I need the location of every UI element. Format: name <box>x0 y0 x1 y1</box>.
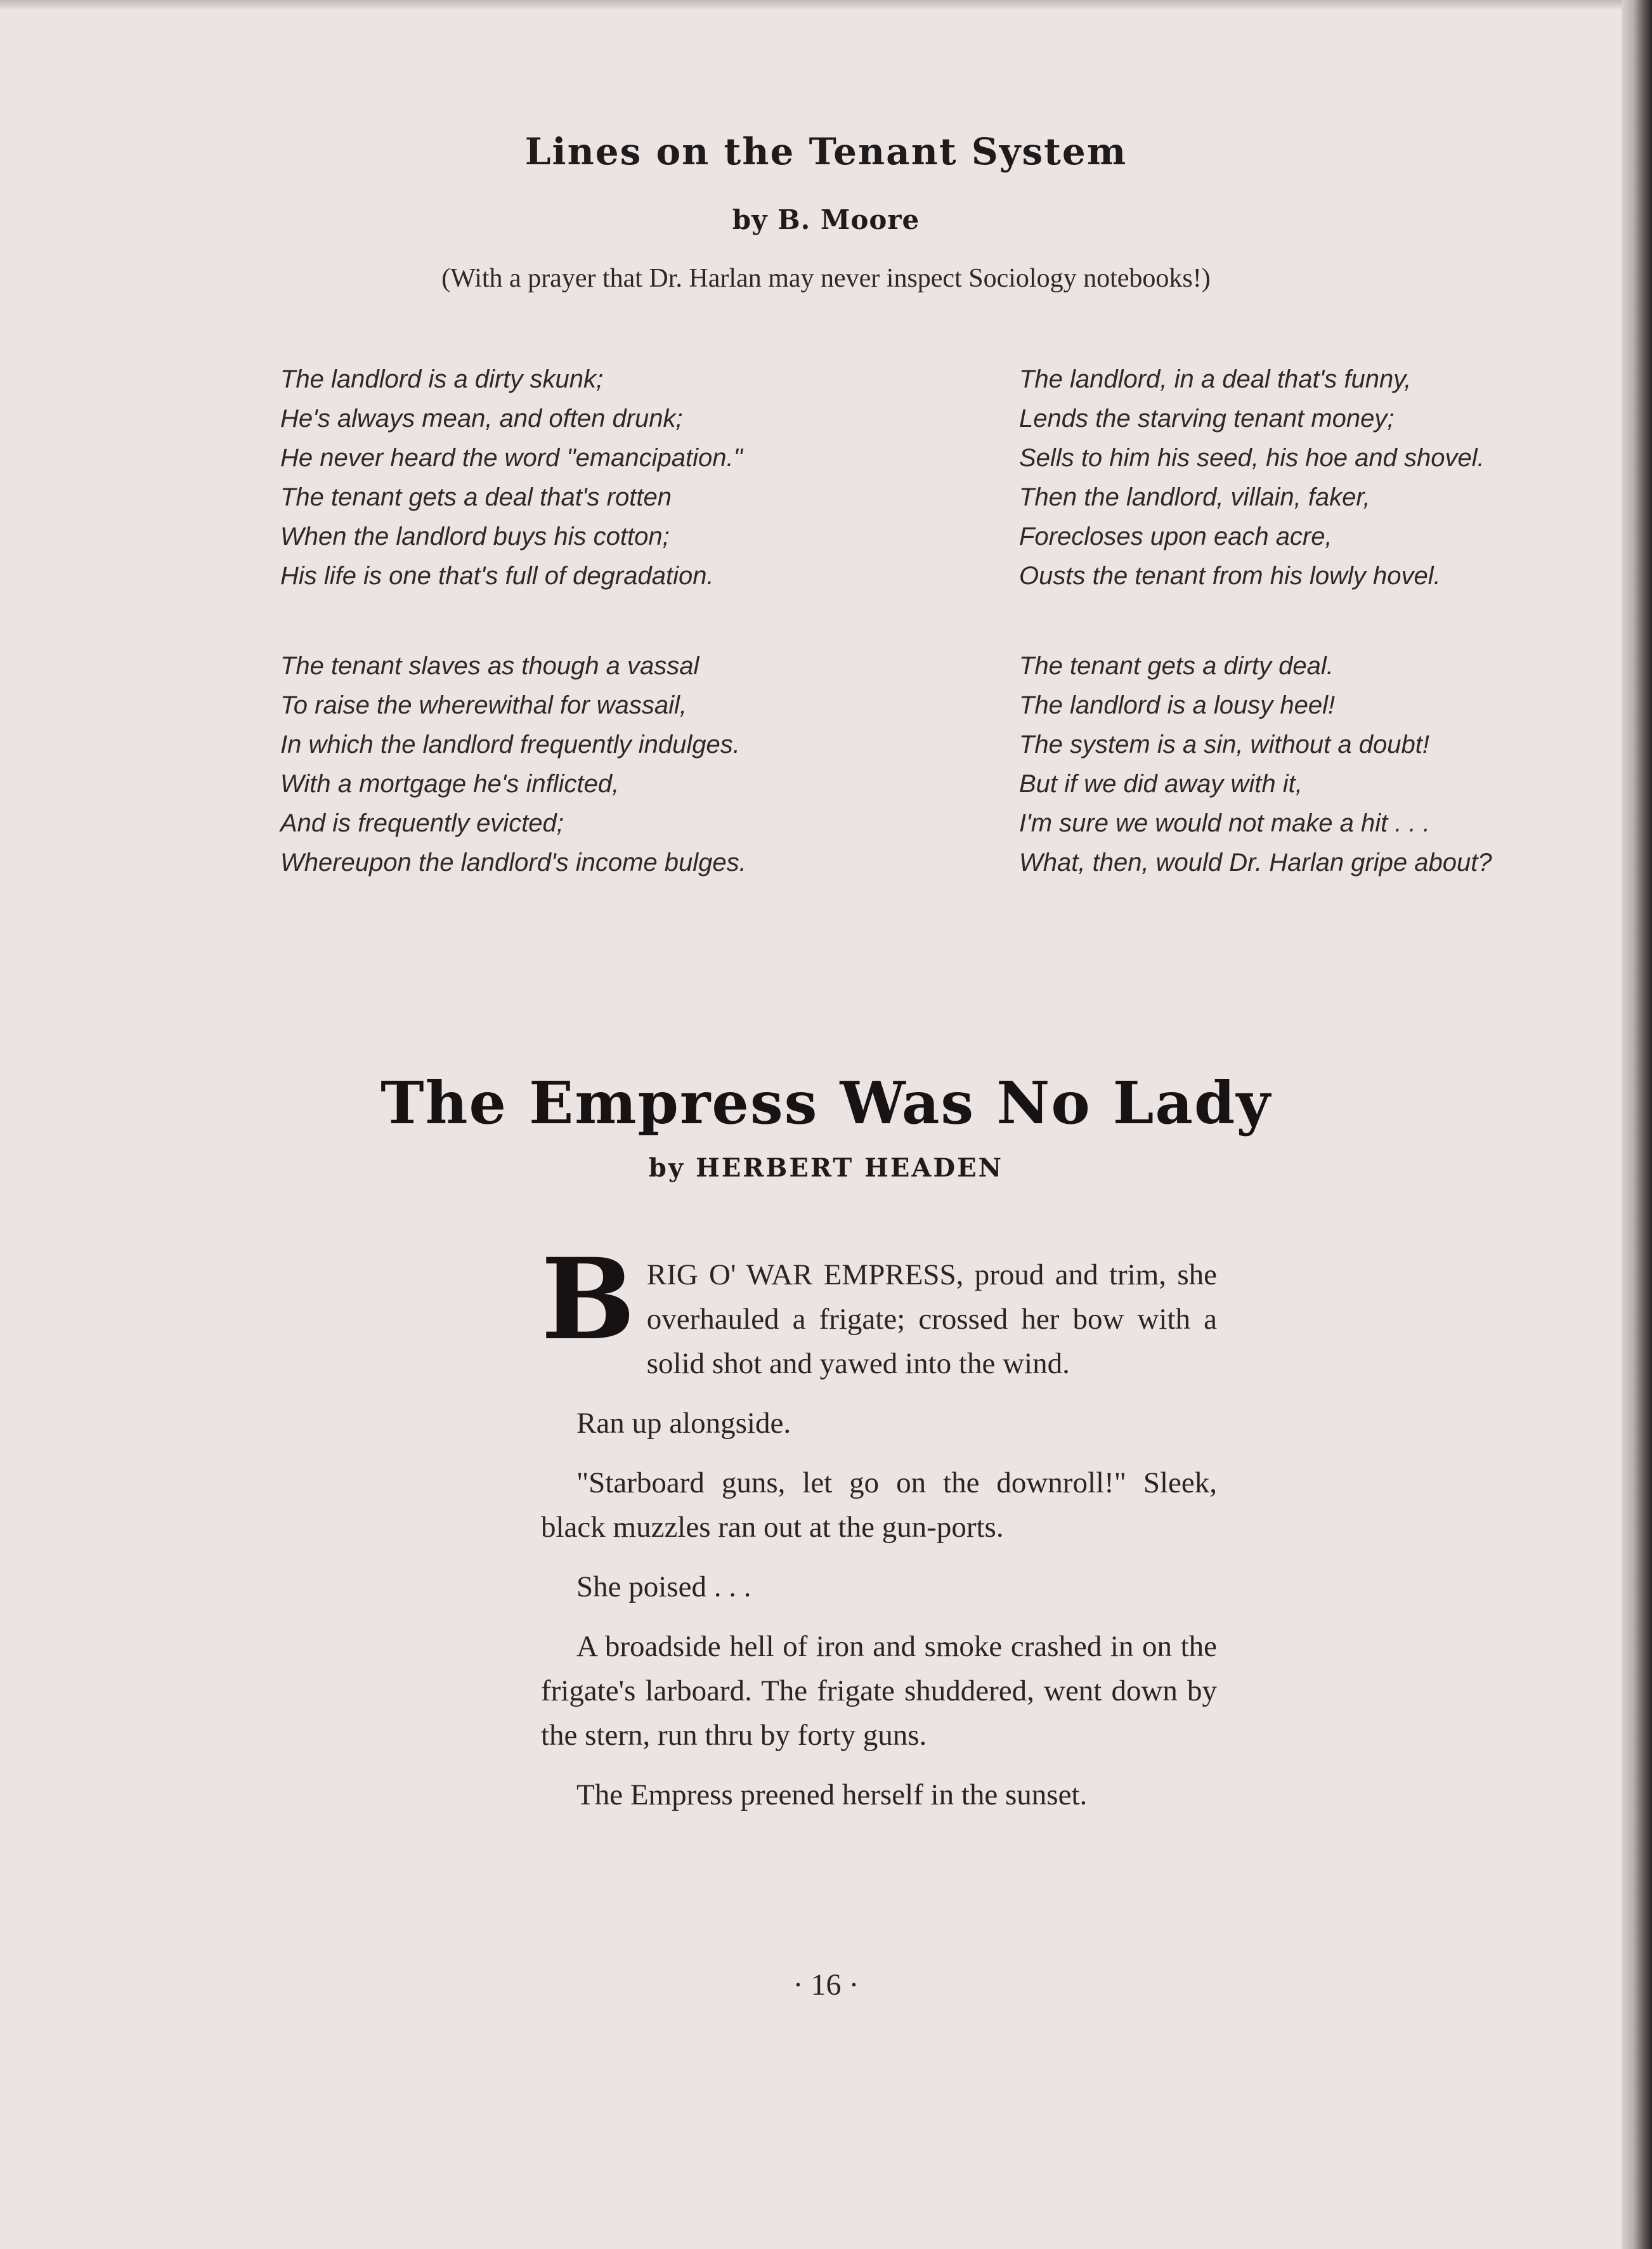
poem-line: The tenant gets a dirty deal. <box>1019 652 1334 680</box>
poem-line: What, then, would Dr. Harlan gripe about? <box>1019 849 1492 877</box>
poem-line: Whereupon the landlord's income bulges. <box>280 849 746 877</box>
poem-line: I'm sure we would not make a hit . . . <box>1019 809 1430 837</box>
poem-line: His life is one that's full of degradation. <box>280 562 714 590</box>
poem-line: The tenant gets a deal that's rotten <box>280 483 672 511</box>
poem-line: When the landlord buys his cotton; <box>280 523 670 551</box>
poem-stanza-3 <box>280 646 746 882</box>
story-paragraph <box>541 1234 1217 1386</box>
poem-line: But if we did away with it, <box>1019 770 1303 798</box>
poem-line: And is frequently evicted; <box>280 809 564 837</box>
story-title: The Empress Was No Lady <box>380 1069 1272 1137</box>
poem-line: To raise the wherewithal for wassail, <box>280 691 687 719</box>
poem-line: The landlord, in a deal that's funny, <box>1019 365 1412 393</box>
poem-line: Ousts the tenant from his lowly hovel. <box>1019 562 1441 590</box>
poem-stanza-1 <box>280 360 743 596</box>
page-edge <box>0 0 1652 9</box>
poem-dedication: (With a prayer that Dr. Harlan may never inspect Sociology notebooks!) <box>441 264 1211 293</box>
drop-cap: B <box>541 1234 635 1365</box>
poem-line: The system is a sin, without a doubt! <box>1019 731 1429 759</box>
poem-line: Forecloses upon each acre, <box>1019 523 1332 551</box>
poem-line: The tenant slaves as though a vassal <box>280 652 699 680</box>
story-author: by HERBERT HEADEN <box>648 1153 1004 1183</box>
story-paragraph: Ran up alongside. <box>576 1407 791 1440</box>
poem-stanza-4 <box>1019 646 1492 882</box>
poem-line: Sells to him his seed, his hoe and shovel. <box>1019 444 1485 472</box>
story-paragraph: She poised . . . <box>576 1570 751 1603</box>
story-body <box>541 1234 1217 1832</box>
poem-line: With a mortgage he's inflicted, <box>280 770 620 798</box>
lead-in-caps: RIG O' WAR EMPRESS, <box>646 1258 964 1291</box>
page-number: · 16 · <box>793 1968 859 2002</box>
lead-in-text: proud and trim, she overhauled a frigate; crossed her bow with a solid shot and yawed into the wind. <box>646 1258 1217 1380</box>
poem-title: Lines on the Tenant System <box>524 130 1128 173</box>
poem-author: by B. Moore <box>732 204 920 235</box>
story-paragraph: A broadside hell of iron and smoke crashed in on the frigate's larboard. The frigate shuddered, went down by the stern, run thru by forty guns. <box>541 1630 1217 1752</box>
poem-stanza-2 <box>1019 360 1485 596</box>
poem-line: The landlord is a lousy heel! <box>1019 691 1336 719</box>
poem-line: He never heard the word "emancipation." <box>280 444 743 472</box>
poem-line: He's always mean, and often drunk; <box>280 405 683 433</box>
story-paragraph: The Empress preened herself in the sunset. <box>576 1778 1088 1811</box>
poem-line: The landlord is a dirty skunk; <box>280 365 604 393</box>
story-paragraph: "Starboard guns, let go on the downroll!" Sleek, black muzzles ran out at the gun-ports. <box>541 1466 1217 1544</box>
poem-line: Lends the starving tenant money; <box>1019 405 1395 433</box>
poem-line: Then the landlord, villain, faker, <box>1019 483 1370 511</box>
poem-line: In which the landlord frequently indulges. <box>280 731 740 759</box>
